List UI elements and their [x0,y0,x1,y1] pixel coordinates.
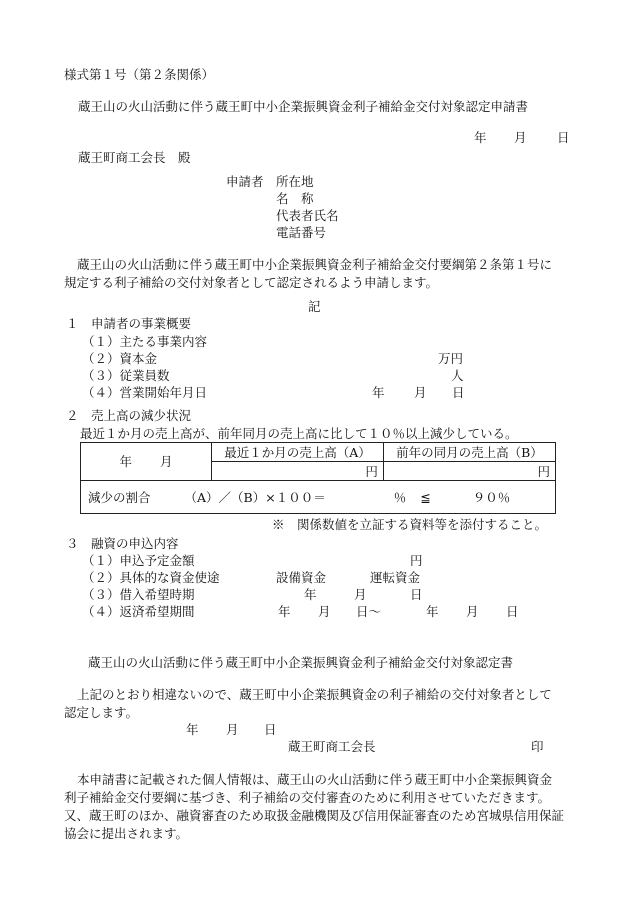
section3-heading: ３ 融資の申込内容 [66,536,179,551]
certificate-body: 上記のとおり相違ないので、蔵王町中小企業振興資金の利子補給の交付対象者として認定します。 [64,687,552,720]
certificate-issuer: 蔵王町商工会長 [288,739,376,754]
borrow-day: 日 [410,587,423,602]
table-cell-a-yen: 円 [212,462,384,481]
start-date-year: 年 [372,385,385,400]
section3-item-repay-period: （４）返済希望期間 [82,604,195,619]
table-header-col-b: 前年の同月の売上高（B） [383,443,555,462]
employees-unit: 人 [451,368,464,383]
ratio-leq: ≦ [420,489,431,505]
section2-note: ※ 関係数値を立証する資料等を添付すること。 [272,517,548,532]
applicant-label: 申請者 [226,174,264,189]
applicant-field-name: 名 称 [276,191,314,206]
section1-item-business: （１）主たる事業内容 [82,334,208,349]
section2-description: 最近１か月の売上高が、前年同月の売上高に比して１０％以上減少している。 [80,426,518,441]
ratio-percent: ％ [393,489,407,505]
certificate-title: 蔵王山の火山活動に伴う蔵王町中小企業振興資金利子補給金交付対象認定書 [88,655,514,670]
amount-unit: 円 [410,553,423,568]
ki-label: 記 [308,299,321,314]
repay-from-year: 年 [278,604,291,619]
section1-item-capital: （２）資本金 [82,351,158,366]
section2-heading: ２ 売上高の減少状況 [66,408,192,423]
repay-to-year: 年 [426,604,439,619]
borrow-year: 年 [304,587,317,602]
applicant-field-phone: 電話番号 [276,225,327,240]
repay-from-day: 日～ [356,604,382,619]
section3-item-borrow-timing: （３）借入希望時期 [82,587,195,602]
repay-to-month: 月 [466,604,479,619]
start-date-month: 月 [414,385,427,400]
intro-paragraph: 蔵王山の火山活動に伴う蔵王町中小企業振興資金利子補給金交付要綱第２条第１号に規定する利子補給の交付対象者として認定されるよう申請します。 [64,257,553,290]
seal-mark: 印 [531,739,544,754]
header-date-day: 日 [557,130,570,145]
repay-from-month: 月 [318,604,331,619]
ratio-label: 減少の割合 [88,489,151,505]
table-cell-b-yen: 円 [383,462,555,481]
fund-equipment: 設備資金 [276,570,327,585]
certificate-date-year: 年 [186,722,199,737]
borrow-month: 月 [354,587,367,602]
applicant-field-representative: 代表者氏名 [276,208,339,223]
repay-to-day: 日 [506,604,519,619]
addressee: 蔵王町商工会長 殿 [78,150,191,165]
fund-working: 運転資金 [370,570,421,585]
start-date-day: 日 [452,385,465,400]
page-title: 蔵王山の火山活動に伴う蔵王町中小企業振興資金利子補給金交付対象認定申請書 [78,99,529,114]
sales-table [80,442,556,514]
ratio-row [81,481,556,514]
certificate-date-month: 月 [226,722,239,737]
table-date-year: 年 [119,454,132,469]
table-header-col-a: 最近１か月の売上高（A） [212,443,384,462]
privacy-notice: 本申請書に記載された個人情報は、蔵王山の火山活動に伴う蔵王町中小企業振興資金利子補給金交付要綱に基づき、利子補給の交付審査のために利用させていただきます。又、蔵王町のほか、融資審査のため取扱金融機関及び信用保証審査のため宮城県信用保証協会に提出されます。 [64,772,565,841]
section3-item-amount: （１）申込予定金額 [82,553,195,568]
header-date-month: 月 [514,130,527,145]
certificate-date-day: 日 [264,722,277,737]
table-date-month: 月 [160,454,173,469]
section1-item-start-date: （４）営業開始年月日 [82,385,208,400]
table-date-cell [81,443,212,481]
ratio-formula: （A）／（B）×１００＝ [184,489,326,505]
ratio-threshold: ９０％ [472,489,511,505]
header-date-year: 年 [474,130,487,145]
form-number: 様式第１号（第２条関係） [64,67,215,82]
section3-item-use: （２）具体的な資金使途 [82,570,220,585]
section1-item-employees: （３）従業員数 [82,368,170,383]
capital-unit: 万円 [438,351,464,366]
applicant-field-address: 所在地 [276,174,314,189]
section1-heading: １ 申請者の事業概要 [66,316,192,331]
